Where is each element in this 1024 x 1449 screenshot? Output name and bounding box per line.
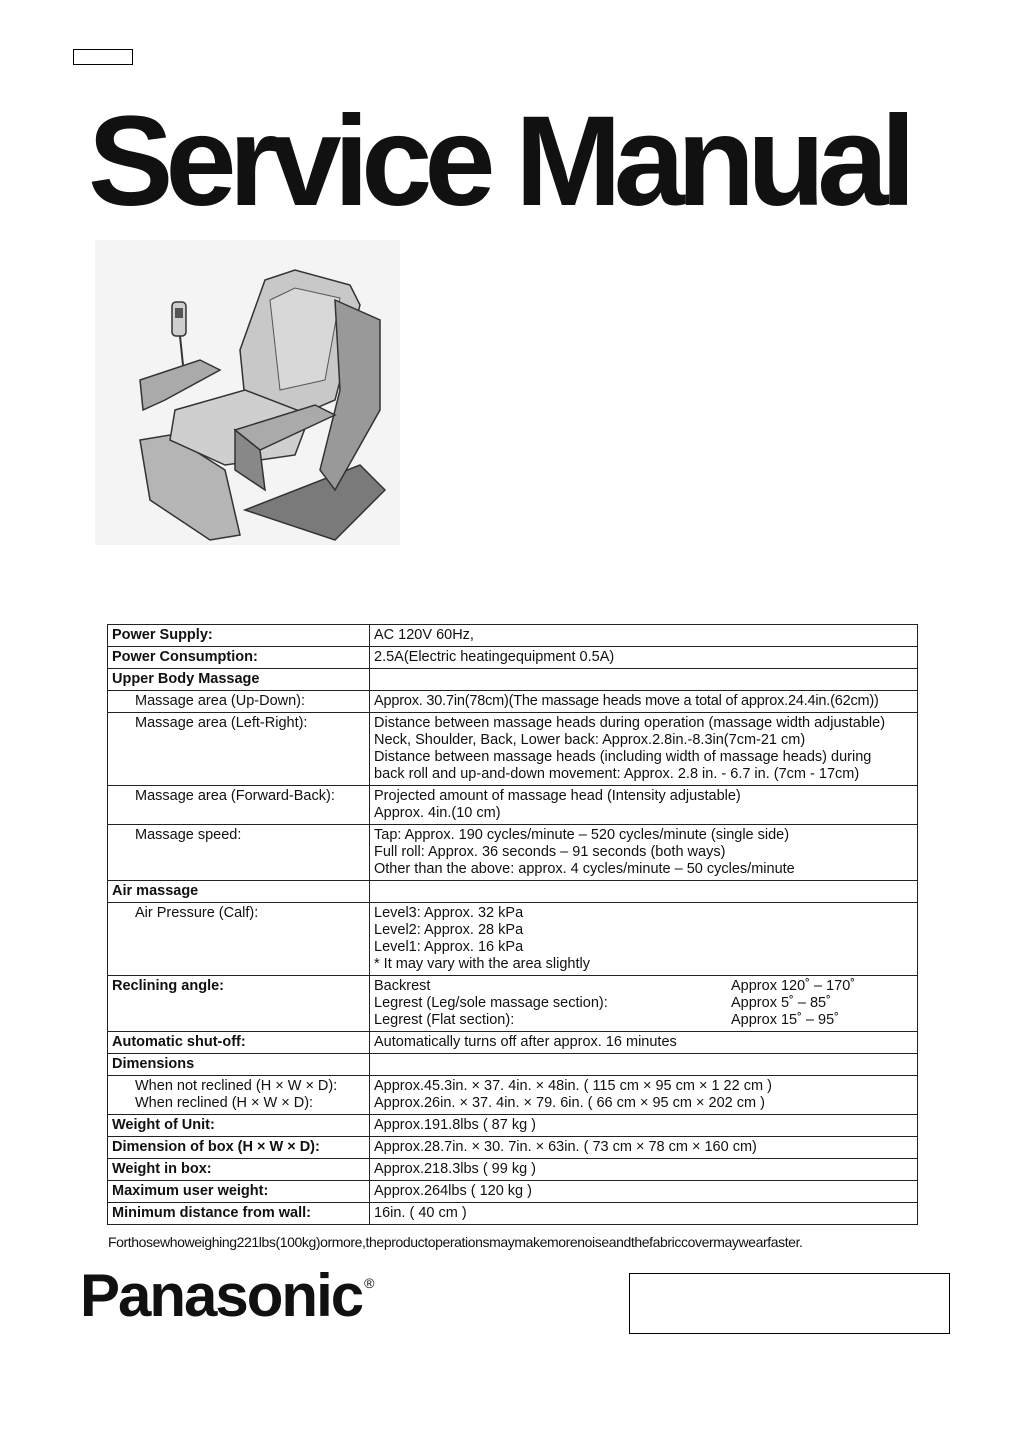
leftright-line: Distance between massage heads during operation (massage width adjustable)	[374, 715, 886, 731]
reclining-item-value: Approx 15˚ – 95˚	[731, 1012, 840, 1028]
massage-area-forwardback-value	[370, 786, 918, 825]
table-row	[108, 1076, 918, 1115]
dim-not-reclined-value: Approx.45.3in. × 37. 4in. × 48in. ( 115 cm × 95 cm × 1 22 cm )	[374, 1078, 772, 1094]
reclining-item-value: Approx 5˚ – 85˚	[731, 995, 831, 1011]
power-supply-label: Power Supply:	[108, 625, 370, 647]
table-row	[108, 1054, 918, 1076]
table-row	[108, 1159, 918, 1181]
leftright-line: back roll and up-and-down movement: Approx. 2.8 in. - 6.7 in. (7cm - 17cm)	[374, 766, 860, 782]
brand-name: Panasonic	[80, 1262, 363, 1329]
reclining-angle-label: Reclining angle:	[108, 976, 370, 1032]
air-pressure-line: Level1: Approx. 16 kPa	[374, 939, 524, 955]
table-row	[108, 713, 918, 786]
air-pressure-label: Air Pressure (Calf):	[108, 903, 370, 976]
table-row	[108, 903, 918, 976]
air-pressure-value	[370, 903, 918, 976]
reclining-item-value: Approx 120˚ – 170˚	[731, 978, 856, 994]
massage-area-leftright-label: Massage area (Left-Right):	[108, 713, 370, 786]
reclining-item	[374, 995, 913, 1012]
table-row	[108, 786, 918, 825]
table-row	[108, 825, 918, 881]
weight-footnote: Forthosewhoweighing221lbs(100kg)ormore,theproductoperationsmaymakemorenoiseandthefabriccovermaywearfaster.	[108, 1234, 803, 1250]
max-user-weight-value: Approx.264lbs ( 120 kg )	[370, 1181, 918, 1203]
power-consumption-label: Power Consumption:	[108, 647, 370, 669]
table-row	[108, 881, 918, 903]
box-dimension-value: Approx.28.7in. × 30. 7in. × 63in. ( 73 cm × 78 cm × 160 cm)	[370, 1137, 918, 1159]
specifications-table	[107, 624, 918, 1225]
reclining-item-name: Legrest (Flat section):	[374, 1012, 515, 1028]
table-row	[108, 1137, 918, 1159]
upper-body-massage-label: Upper Body Massage	[108, 669, 370, 691]
massage-area-updown-label: Massage area (Up-Down):	[108, 691, 370, 713]
panasonic-logo	[80, 1261, 373, 1330]
auto-shutoff-value: Automatically turns off after approx. 16 minutes	[370, 1032, 918, 1054]
massage-chair-illustration	[95, 240, 400, 545]
registered-mark: ®	[364, 1275, 373, 1291]
box-dimension-label: Dimension of box (H × W × D):	[108, 1137, 370, 1159]
massage-speed-value	[370, 825, 918, 881]
air-pressure-line: Level3: Approx. 32 kPa	[374, 905, 524, 921]
dimensions-labels	[108, 1076, 370, 1115]
leftright-line: Distance between massage heads (including width of massage heads) during	[374, 749, 872, 765]
min-wall-distance-label: Minimum distance from wall:	[108, 1203, 370, 1225]
table-row	[108, 1032, 918, 1054]
power-consumption-value: 2.5A(Electric heatingequipment 0.5A)	[370, 647, 918, 669]
table-row	[108, 1181, 918, 1203]
box-weight-label: Weight in box:	[108, 1159, 370, 1181]
reclining-item	[374, 1012, 913, 1029]
massage-speed-label: Massage speed:	[108, 825, 370, 881]
reclining-angle-value	[370, 976, 918, 1032]
reclining-item-name: Backrest	[374, 978, 431, 994]
massage-area-forwardback-label: Massage area (Forward-Back):	[108, 786, 370, 825]
box-weight-value: Approx.218.3lbs ( 99 kg )	[370, 1159, 918, 1181]
speed-line: Other than the above: approx. 4 cycles/minute – 50 cycles/minute	[374, 861, 795, 877]
auto-shutoff-label: Automatic shut-off:	[108, 1032, 370, 1054]
massage-area-updown-value: Approx. 30.7in(78cm)(The massage heads move a total of approx.24.4in.(62cm))	[370, 691, 918, 713]
table-row	[108, 1203, 918, 1225]
speed-line: Full roll: Approx. 36 seconds – 91 seconds (both ways)	[374, 844, 726, 860]
dimensions-values	[370, 1076, 918, 1115]
massage-area-leftright-value	[370, 713, 918, 786]
min-wall-distance-value: 16in. ( 40 cm )	[370, 1203, 918, 1225]
reclining-item-name: Legrest (Leg/sole massage section):	[374, 995, 608, 1011]
max-user-weight-label: Maximum user weight:	[108, 1181, 370, 1203]
weight-of-unit-value: Approx.191.8lbs ( 87 kg )	[370, 1115, 918, 1137]
air-pressure-note: * It may vary with the area slightly	[374, 956, 590, 972]
air-massage-label: Air massage	[108, 881, 370, 903]
air-pressure-line: Level2: Approx. 28 kPa	[374, 922, 524, 938]
table-row	[108, 625, 918, 647]
table-row	[108, 976, 918, 1032]
dim-reclined-label: When reclined (H × W × D):	[135, 1095, 314, 1111]
header-box	[73, 49, 133, 65]
leftright-line: Neck, Shoulder, Back, Lower back: Approx.2.8in.-8.3in(7cm-21 cm)	[374, 732, 806, 748]
page-title: Service Manual	[88, 90, 908, 233]
table-row	[108, 691, 918, 713]
table-row	[108, 669, 918, 691]
weight-of-unit-label: Weight of Unit:	[108, 1115, 370, 1137]
forwardback-line: Approx. 4in.(10 cm)	[374, 805, 501, 821]
table-row	[108, 647, 918, 669]
forwardback-line: Projected amount of massage head (Intensity adjustable)	[374, 788, 741, 804]
speed-line: Tap: Approx. 190 cycles/minute – 520 cycles/minute (single side)	[374, 827, 790, 843]
dim-not-reclined-label: When not reclined (H × W × D):	[135, 1078, 338, 1094]
power-supply-value: AC 120V 60Hz,	[370, 625, 918, 647]
table-row	[108, 1115, 918, 1137]
dimensions-label: Dimensions	[108, 1054, 370, 1076]
model-info-box	[629, 1273, 950, 1334]
dim-reclined-value: Approx.26in. × 37. 4in. × 79. 6in. ( 66 cm × 95 cm × 202 cm )	[374, 1095, 765, 1111]
reclining-item	[374, 978, 913, 995]
